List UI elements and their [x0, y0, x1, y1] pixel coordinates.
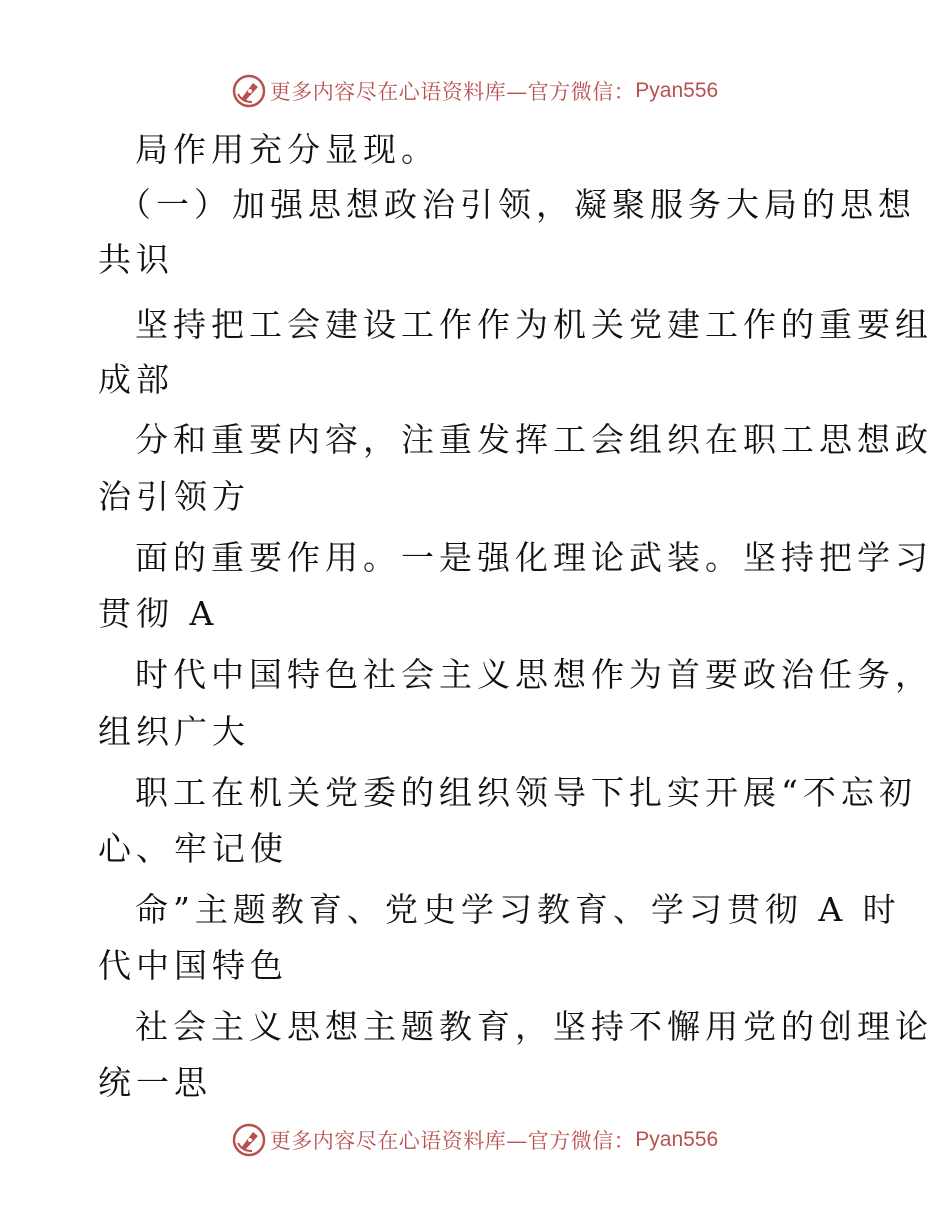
text-line: 心、牢记使: [98, 829, 288, 868]
watermark-banner-top: [0, 71, 950, 111]
text-line: 治引领方: [98, 477, 250, 516]
wechat-id: Pyan556: [635, 79, 719, 102]
text-line: 坚持把工会建设工作作为机关党建工作的重要组: [135, 305, 933, 344]
watermark-banner-bottom: [0, 1120, 950, 1160]
text-line: 分和重要内容，注重发挥工会组织在职工思想政: [135, 420, 933, 459]
text-line: 统一思: [98, 1063, 212, 1102]
text-line: 面的重要作用。一是强化理论武装。坚持把学习: [135, 538, 933, 577]
pen-nib-logo-icon: [232, 74, 266, 108]
watermark-text: 更多内容尽在心语资料库—官方微信：: [269, 80, 636, 104]
text-line: 成部: [98, 360, 174, 399]
text-line: 共识: [98, 240, 174, 279]
text-line: 社会主义思想主题教育，坚持不懈用党的创理论: [135, 1007, 933, 1046]
text-line: 时代中国特色社会主义思想作为首要政治任务，: [135, 655, 933, 694]
text-line: 组织广大: [98, 712, 250, 751]
text-line: 命”主题教育、党史学习教育、学习贯彻 A 时: [135, 890, 901, 929]
section-heading: （一）加强思想政治引领，凝聚服务大局的思想: [118, 185, 916, 224]
pen-nib-logo-icon: [232, 1123, 266, 1157]
text-line: 局作用充分显现。: [135, 130, 439, 169]
text-line: 代中国特色: [98, 946, 288, 985]
text-line: 职工在机关党委的组织领导下扎实开展“不忘初: [135, 773, 917, 812]
watermark-text: 更多内容尽在心语资料库—官方微信：: [269, 1129, 636, 1153]
text-line: 贯彻 A: [98, 594, 219, 633]
wechat-id: Pyan556: [635, 1128, 719, 1151]
